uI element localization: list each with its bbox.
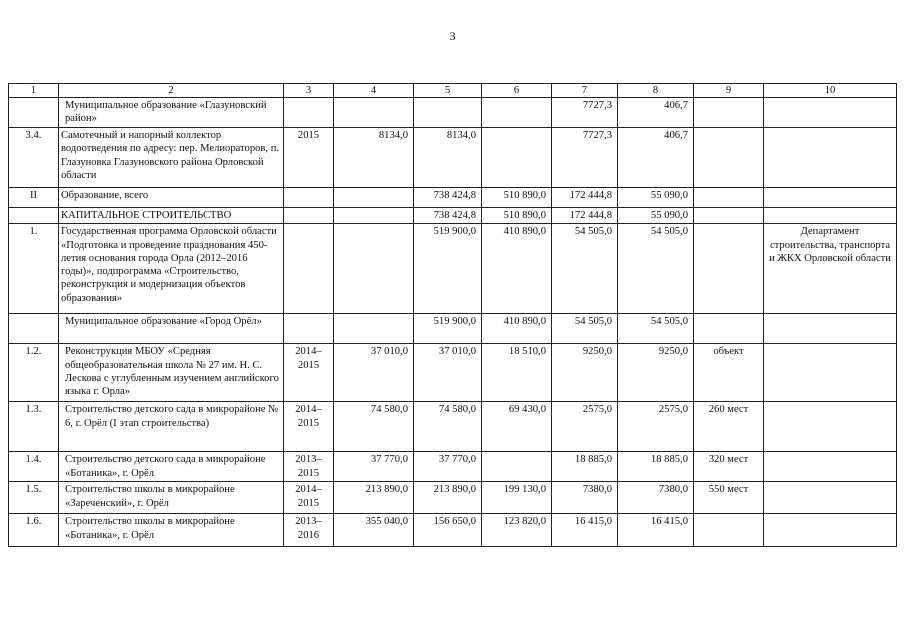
table-cell: 410 890,0 (482, 314, 552, 344)
table-cell: 2014–2015 (284, 482, 334, 514)
table-cell (284, 224, 334, 314)
table-cell (334, 314, 414, 344)
table-cell: Муниципальное образование «Глазуновский район» (59, 98, 284, 128)
table-cell (764, 452, 897, 482)
table-row (9, 402, 897, 452)
table-cell (694, 128, 764, 188)
table-cell: 519 900,0 (414, 224, 482, 314)
table-cell: 16 415,0 (618, 514, 694, 547)
table-cell: 7380,0 (618, 482, 694, 514)
table-cell (694, 514, 764, 547)
page-number: 3 (449, 29, 456, 43)
table-cell: 156 650,0 (414, 514, 482, 547)
table-cell: 172 444,8 (552, 188, 618, 208)
table-cell: Строительство школы в микрорайоне «Ботаника», г. Орёл (59, 514, 284, 547)
table-cell (9, 208, 59, 224)
table-cell: 1.4. (9, 452, 59, 482)
table-cell: 2013–2016 (284, 514, 334, 547)
table-cell: Департамент строительства, транспорта и ЖКХ Орловской области (764, 224, 897, 314)
table-cell (694, 208, 764, 224)
table-row (9, 452, 897, 482)
table-cell: 74 580,0 (414, 402, 482, 452)
header-cell: 2 (59, 84, 284, 98)
table-cell: 1.6. (9, 514, 59, 547)
table-cell: Муниципальное образование «Город Орёл» (59, 314, 284, 344)
table-cell: 8134,0 (334, 128, 414, 188)
table-cell (334, 224, 414, 314)
table-cell: 213 890,0 (334, 482, 414, 514)
program-table (8, 83, 897, 547)
table-cell: 1.2. (9, 344, 59, 402)
table-cell (334, 208, 414, 224)
table-cell: 9250,0 (618, 344, 694, 402)
table-cell: 8134,0 (414, 128, 482, 188)
table-cell (334, 188, 414, 208)
table-cell: 7380,0 (552, 482, 618, 514)
table-cell: 3.4. (9, 128, 59, 188)
table-cell: 1.5. (9, 482, 59, 514)
table-cell (694, 188, 764, 208)
header-row (9, 84, 897, 98)
table-cell: Государственная программа Орловской области «Подготовка и проведение празднования 450-летия основания города Орла (2012–2016 годы)», подпрограмма «Строительство, реконструкция и модернизация объектов образования» (59, 224, 284, 314)
table-cell: Реконструкция МБОУ «Средняя общеобразовательная школа № 27 им. Н. С. Лескова с углубленным изучением английского языка г. Орла» (59, 344, 284, 402)
table-cell (764, 344, 897, 402)
table-cell: 7727,3 (552, 128, 618, 188)
table-cell (764, 98, 897, 128)
table-row (9, 224, 897, 314)
table-cell: 55 090,0 (618, 208, 694, 224)
header-cell: 4 (334, 84, 414, 98)
table-cell: 37 770,0 (334, 452, 414, 482)
table-cell: 2575,0 (618, 402, 694, 452)
table-cell: 7727,3 (552, 98, 618, 128)
table-cell: Строительство детского сада в микрорайоне № 6, г. Орёл (I этап строительства) (59, 402, 284, 452)
table-row (9, 128, 897, 188)
table-cell (764, 188, 897, 208)
table-cell: 2014–2015 (284, 402, 334, 452)
table-cell (482, 128, 552, 188)
table-cell: 74 580,0 (334, 402, 414, 452)
table-cell (694, 98, 764, 128)
table-cell (764, 514, 897, 547)
table-cell: 37 010,0 (414, 344, 482, 402)
table-cell (284, 188, 334, 208)
table-cell: 2014–2015 (284, 344, 334, 402)
header-cell: 6 (482, 84, 552, 98)
table-cell: 320 мест (694, 452, 764, 482)
table-cell: объект (694, 344, 764, 402)
table-cell: 199 130,0 (482, 482, 552, 514)
table-cell: 738 424,8 (414, 208, 482, 224)
table-cell: 37 770,0 (414, 452, 482, 482)
table-cell (414, 98, 482, 128)
table-cell: 510 890,0 (482, 188, 552, 208)
table-cell (334, 98, 414, 128)
table-row (9, 344, 897, 402)
table-cell: Строительство школы в микрорайоне «Зареченский», г. Орёл (59, 482, 284, 514)
table-cell: Образование, всего (59, 188, 284, 208)
table-row (9, 188, 897, 208)
table-cell: 54 505,0 (552, 314, 618, 344)
table-cell (482, 452, 552, 482)
table-cell (482, 98, 552, 128)
header-cell: 3 (284, 84, 334, 98)
table-cell: 355 040,0 (334, 514, 414, 547)
table-cell: 18 885,0 (552, 452, 618, 482)
table-cell (694, 224, 764, 314)
table-cell: 2013–2015 (284, 452, 334, 482)
table-row (9, 98, 897, 128)
table-row (9, 514, 897, 547)
table-cell: 738 424,8 (414, 188, 482, 208)
table-cell: 550 мест (694, 482, 764, 514)
table-cell: 2575,0 (552, 402, 618, 452)
table-cell: 406,7 (618, 98, 694, 128)
table-cell (694, 314, 764, 344)
table-cell: 2015 (284, 128, 334, 188)
table-cell (9, 314, 59, 344)
header-cell: 9 (694, 84, 764, 98)
table-cell (764, 208, 897, 224)
table-cell (764, 128, 897, 188)
table-cell: 54 505,0 (618, 224, 694, 314)
table-cell: 18 510,0 (482, 344, 552, 402)
table-cell: 260 мест (694, 402, 764, 452)
table-cell (764, 402, 897, 452)
table-cell: 1.3. (9, 402, 59, 452)
table-cell (284, 98, 334, 128)
table-cell: 54 505,0 (618, 314, 694, 344)
table-cell: 55 090,0 (618, 188, 694, 208)
table-cell: Самотечный и напорный коллектор водоотведения по адресу: пер. Мелиораторов, п. Глазуновка Глазуновского района Орловской области (59, 128, 284, 188)
table-cell (284, 314, 334, 344)
table-cell: 37 010,0 (334, 344, 414, 402)
header-cell: 10 (764, 84, 897, 98)
table-cell: 18 885,0 (618, 452, 694, 482)
table-cell: 54 505,0 (552, 224, 618, 314)
table-cell: 9250,0 (552, 344, 618, 402)
table-cell: 16 415,0 (552, 514, 618, 547)
table-row (9, 208, 897, 224)
table-cell: 406,7 (618, 128, 694, 188)
table-cell: 519 900,0 (414, 314, 482, 344)
header-cell: 5 (414, 84, 482, 98)
table-cell: 172 444,8 (552, 208, 618, 224)
table-cell: 410 890,0 (482, 224, 552, 314)
table-cell (284, 208, 334, 224)
table-cell (9, 98, 59, 128)
header-cell: 8 (618, 84, 694, 98)
table-row (9, 314, 897, 344)
table-cell: Строительство детского сада в микрорайоне «Ботаника», г. Орёл (59, 452, 284, 482)
table-cell: 1. (9, 224, 59, 314)
table-cell: 213 890,0 (414, 482, 482, 514)
table-cell (764, 482, 897, 514)
table-cell: 123 820,0 (482, 514, 552, 547)
table-cell: II (9, 188, 59, 208)
table-cell: 69 430,0 (482, 402, 552, 452)
table-cell: 510 890,0 (482, 208, 552, 224)
table-cell: КАПИТАЛЬНОЕ СТРОИТЕЛЬСТВО (59, 208, 284, 224)
header-cell: 1 (9, 84, 59, 98)
header-cell: 7 (552, 84, 618, 98)
table-row (9, 482, 897, 514)
table-cell (764, 314, 897, 344)
